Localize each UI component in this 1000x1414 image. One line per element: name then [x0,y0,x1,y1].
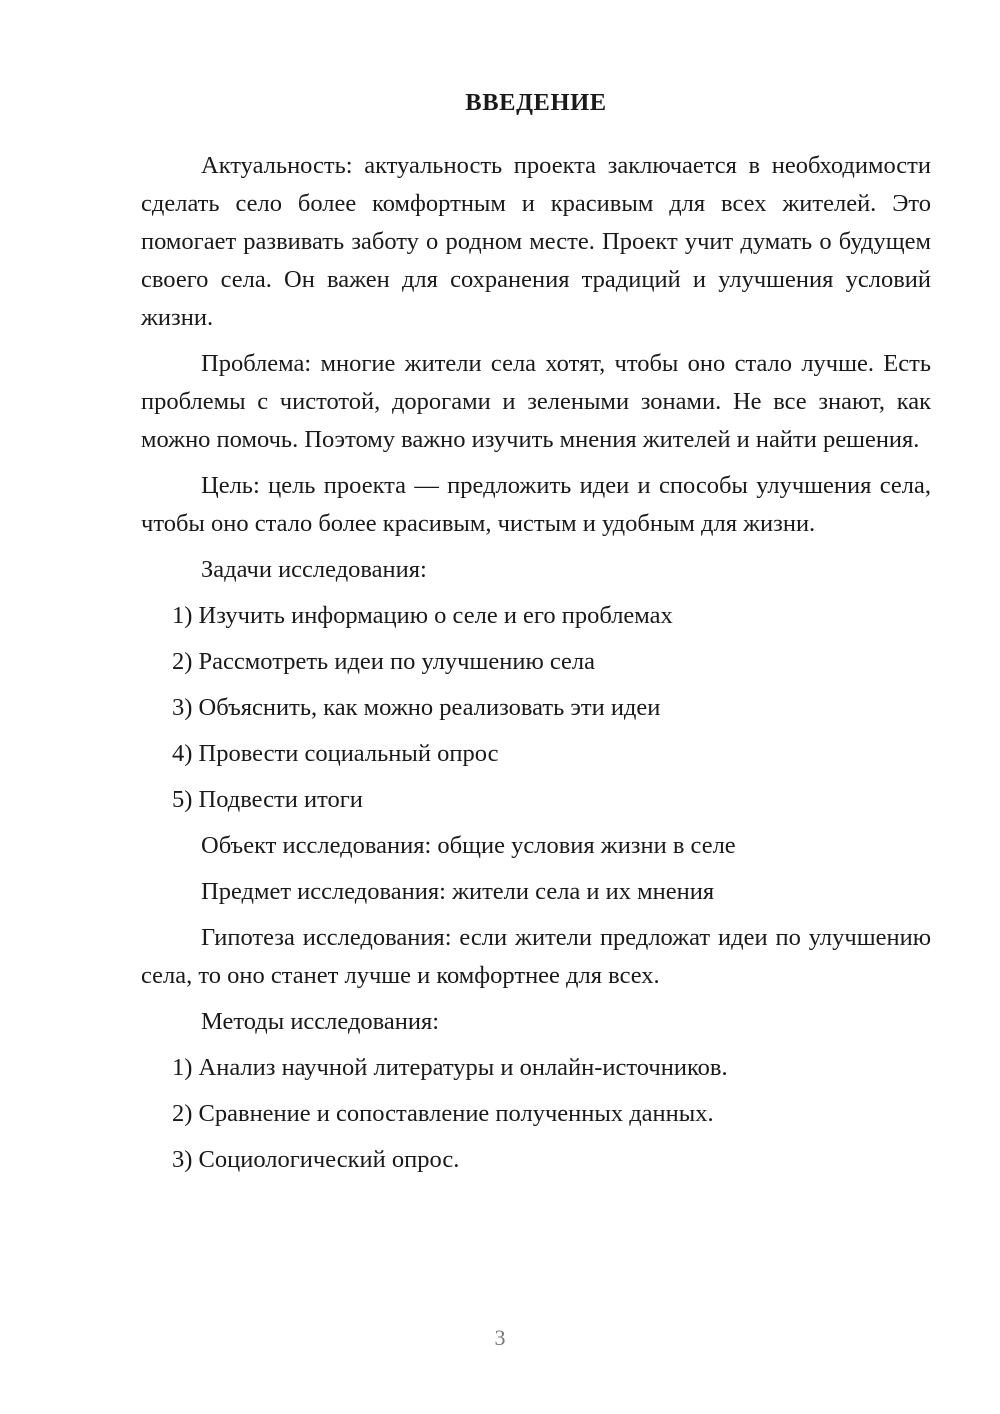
tasks-heading: Задачи исследования: [201,556,427,584]
paragraph-problem: Проблема: многие жители села хотят, чтобы оно стало лучше. Есть проблемы с чистотой, дорогами и зелеными зонами. Не все знают, как можно помочь. Поэтому важно изучить мнения жителей и найти решения. [141,350,931,454]
list-item: 1) Изучить информацию о селе и его проблемах [172,602,673,630]
list-item: 3) Социологический опрос. [172,1146,460,1174]
list-item: 5) Подвести итоги [172,786,363,814]
paragraph-subject: Предмет исследования: жители села и их мнения [201,878,715,906]
page-number: 3 [494,1325,506,1350]
list-item: 1) Анализ научной литературы и онлайн-источников. [172,1054,728,1082]
paragraph-goal: Цель: цель проекта — предложить идеи и способы улучшения села, чтобы оно стало более красивым, чистым и удобным для жизни. [141,472,931,538]
document-body [141,88,931,1187]
list-item: 2) Сравнение и сопоставление полученных данных. [172,1100,714,1128]
tasks-list [141,597,931,819]
paragraph-relevance: Актуальность: актуальность проекта заключается в необходимости сделать село более комфортным и красивым для всех жителей. Это помогает развивать заботу о родном месте. Проект учит думать о будущем своего села. Он важен для сохранения традиций и улучшения условий жизни. [141,152,931,332]
paragraph-object: Объект исследования: общие условия жизни в селе [201,832,736,860]
page-title: ВВЕДЕНИЕ [465,89,607,116]
list-item: 2) Рассмотреть идеи по улучшению села [172,648,596,676]
list-item: 3) Объяснить, как можно реализовать эти идеи [172,694,661,722]
methods-list [141,1049,931,1179]
list-item: 4) Провести социальный опрос [172,740,499,768]
methods-heading: Методы исследования: [201,1008,440,1036]
paragraph-hypothesis: Гипотеза исследования: если жители предложат идеи по улучшению села, то оно станет лучше и комфортнее для всех. [141,924,931,990]
